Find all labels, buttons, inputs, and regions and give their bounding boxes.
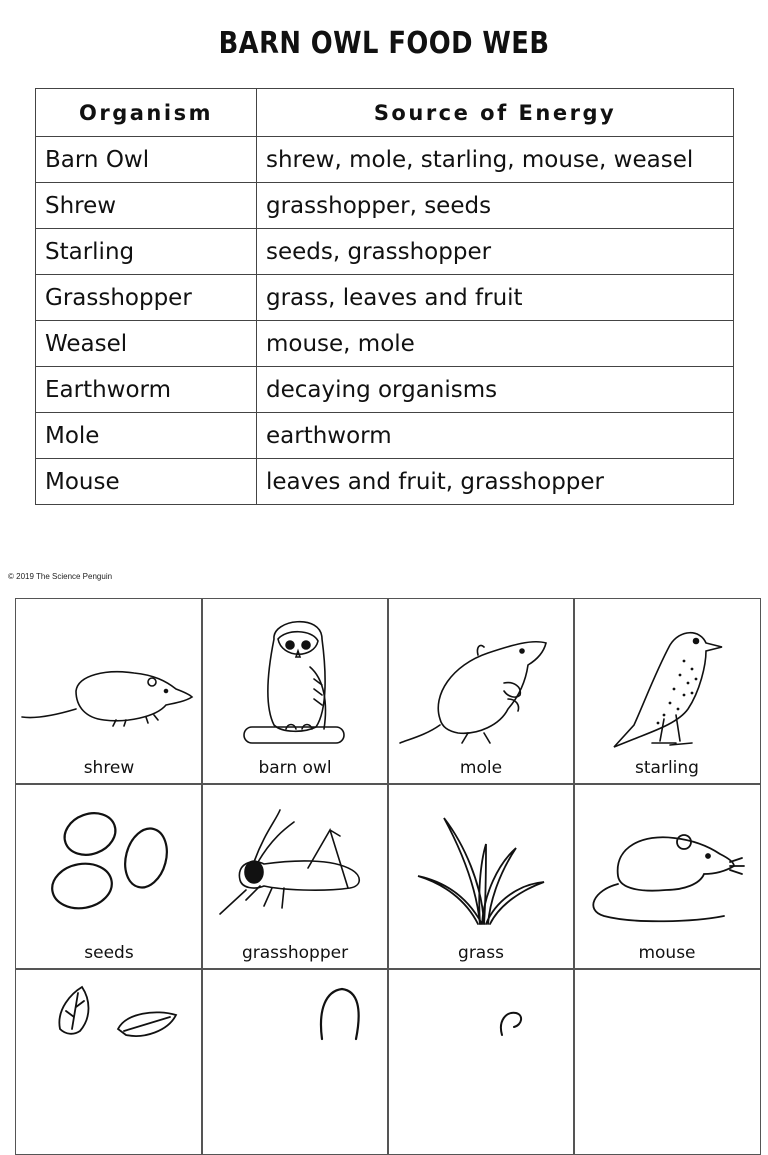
card-grasshopper[interactable] xyxy=(201,783,388,969)
table-row xyxy=(36,459,734,505)
organism-card-grid xyxy=(16,599,760,1039)
card-label: barn owl xyxy=(258,757,332,778)
card-label: grass xyxy=(458,942,504,963)
card-blank xyxy=(573,968,760,1154)
table-row xyxy=(36,183,734,229)
card-mole[interactable] xyxy=(387,598,574,784)
energy-cell: shrew, mole, starling, mouse, weasel xyxy=(257,137,734,183)
card-mouse[interactable] xyxy=(573,783,760,969)
organism-cell: Earthworm xyxy=(36,367,257,413)
mouse-icon xyxy=(574,784,760,969)
organism-cell: Mole xyxy=(36,413,257,459)
organism-cell: Grasshopper xyxy=(36,275,257,321)
card-earthworm[interactable] xyxy=(201,968,388,1154)
leaves-icon xyxy=(16,969,202,1154)
card-starling[interactable] xyxy=(573,598,760,784)
table-row xyxy=(36,321,734,367)
table-row xyxy=(36,367,734,413)
energy-cell: grasshopper, seeds xyxy=(257,183,734,229)
organism-cell: Barn Owl xyxy=(36,137,257,183)
table-row xyxy=(36,229,734,275)
card-label: mouse xyxy=(638,942,696,963)
copyright-notice: © 2019 The Science Penguin xyxy=(8,572,113,581)
organism-cell: Shrew xyxy=(36,183,257,229)
mole-icon xyxy=(388,599,574,784)
energy-cell: leaves and fruit, grasshopper xyxy=(257,459,734,505)
card-label: mole xyxy=(459,757,503,778)
seeds-icon xyxy=(16,784,202,969)
energy-cell: grass, leaves and fruit xyxy=(257,275,734,321)
card-label: seeds xyxy=(84,942,134,963)
worm-icon xyxy=(388,969,574,1154)
earthworm-icon xyxy=(202,969,388,1154)
shrew-icon xyxy=(16,599,202,784)
organism-cell: Starling xyxy=(36,229,257,275)
energy-source-table xyxy=(35,88,734,505)
organism-cell: Mouse xyxy=(36,459,257,505)
header-source-of-energy: Source of Energy xyxy=(257,89,734,137)
card-barn-owl[interactable] xyxy=(201,598,388,784)
energy-cell: decaying organisms xyxy=(257,367,734,413)
grasshopper-icon xyxy=(202,784,388,969)
table-row xyxy=(36,137,734,183)
energy-cell: seeds, grasshopper xyxy=(257,229,734,275)
organism-cell: Weasel xyxy=(36,321,257,367)
card-label: starling xyxy=(635,757,699,778)
card-leaves[interactable] xyxy=(15,968,202,1154)
card-seeds[interactable] xyxy=(15,783,202,969)
card-grass[interactable] xyxy=(387,783,574,969)
table-header-row xyxy=(36,89,734,137)
card-label: shrew xyxy=(83,757,135,778)
card-worm[interactable] xyxy=(387,968,574,1154)
table-row xyxy=(36,413,734,459)
energy-cell: earthworm xyxy=(257,413,734,459)
page-title: BARN OWL FOOD WEB xyxy=(218,26,550,61)
starling-icon xyxy=(574,599,760,784)
grass-icon xyxy=(388,784,574,969)
card-label: grasshopper xyxy=(241,942,349,963)
card-shrew[interactable] xyxy=(15,598,202,784)
table-row xyxy=(36,275,734,321)
barn-owl-icon xyxy=(202,599,388,784)
energy-cell: mouse, mole xyxy=(257,321,734,367)
header-organism: Organism xyxy=(36,89,257,137)
